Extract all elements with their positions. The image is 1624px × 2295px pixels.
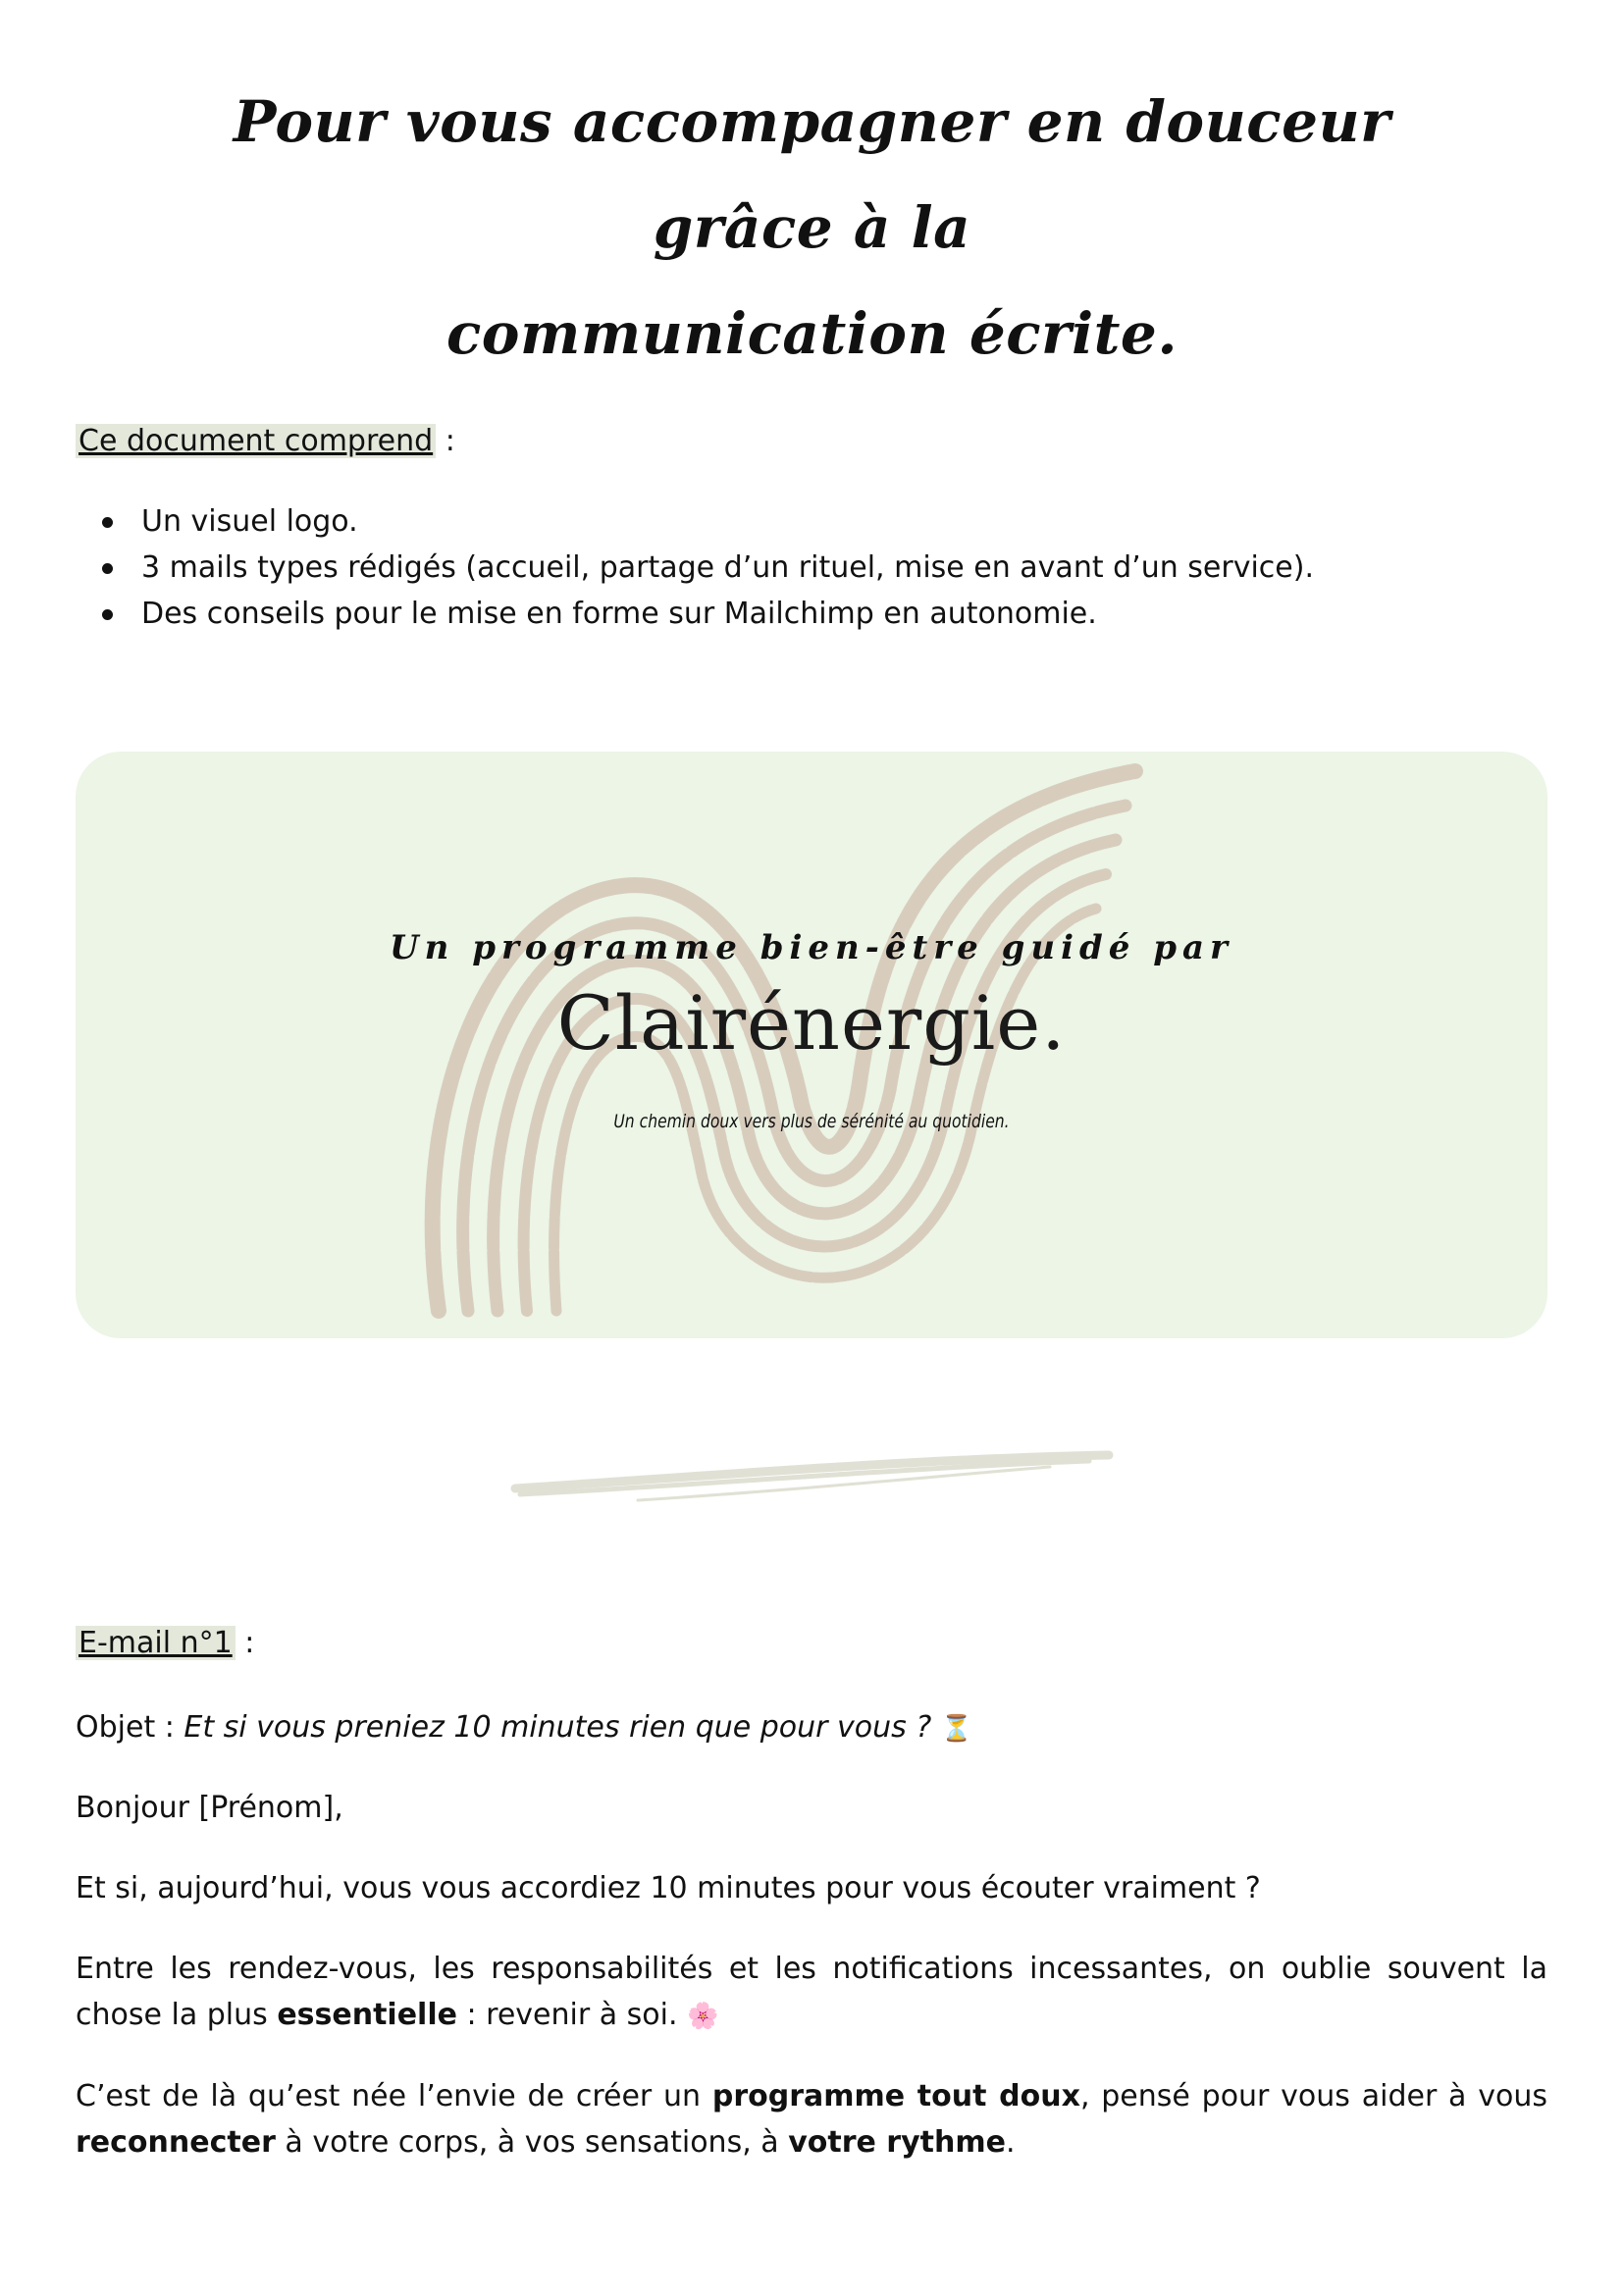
email-1-greeting: Bonjour [Prénom],: [76, 1791, 343, 1825]
email-1-paragraph-3: C’est de là qu’est née l’envie de créer un programme tout doux, pensé pour vous aider à vous reconnecter à votre corps, à vos sensations, à votre rythme.: [76, 2079, 1547, 2160]
email-1-label-suffix: :: [235, 1626, 255, 1660]
list-item: 3 mails types rédigés (accueil, partage d’un rituel, mise en avant d’un service).: [98, 545, 1314, 591]
page-title: [137, 69, 1487, 387]
email-1-paragraph-2: Entre les rendez-vous, les responsabilités et les notifications incessantes, on oublie souvent la chose la plus essentielle : revenir à soi. 🌸: [76, 1952, 1547, 2032]
page-title-line-2: communication écrite.: [445, 300, 1179, 367]
email-1-heading: [76, 1624, 254, 1663]
subject-prefix: Objet :: [76, 1710, 184, 1745]
bullet-icon: [102, 563, 113, 574]
email-1-subject: [76, 1704, 1547, 1752]
logo-brand-name: Clairénergie.: [556, 979, 1067, 1067]
contents-list: [98, 498, 1314, 637]
subject-text: Et si vous preniez 10 minutes rien que pour vous ?: [183, 1710, 932, 1745]
list-item: Un visuel logo.: [98, 498, 1314, 545]
bullet-icon: [102, 609, 113, 620]
contents-heading-label: Ce document comprend: [76, 424, 436, 458]
contents-heading: [76, 422, 455, 461]
brush-divider-icon: [500, 1437, 1128, 1506]
bullet-icon: [102, 517, 113, 528]
flower-icon: 🌸: [687, 2002, 719, 2031]
logo-tagline: Un programme bien-être guidé par: [390, 928, 1233, 967]
email-1-label: E-mail n°1: [76, 1626, 236, 1660]
contents-heading-suffix: :: [436, 424, 455, 458]
page-title-line-1: Pour vous accompagner en douceur grâce à la: [233, 88, 1391, 261]
logo-banner: [76, 752, 1547, 1338]
list-item: Des conseils pour le mise en forme sur Mailchimp en autonomie.: [98, 591, 1314, 637]
hourglass-icon: ⏳: [940, 1714, 973, 1744]
logo-subline: Un chemin doux vers plus de sérénité au quotidien.: [613, 1111, 1010, 1132]
email-1-paragraph-1: Et si, aujourd’hui, vous vous accordiez 10 minutes pour vous écouter vraiment ?: [76, 1871, 1261, 1905]
